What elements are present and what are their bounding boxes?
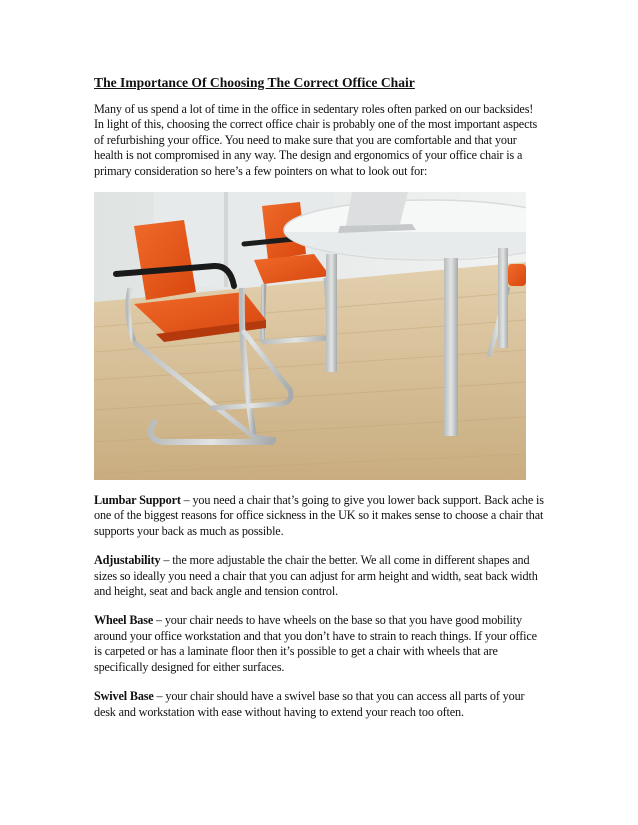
section-adjustability bbox=[94, 553, 544, 599]
section-text: – your chair should have a swivel base so that you can access all parts of your desk and workstation with ease without having to extend your reach too often. bbox=[94, 689, 525, 719]
section-lumbar-support bbox=[94, 493, 544, 539]
section-term: Adjustability bbox=[94, 553, 161, 568]
section-text: – the more adjustable the chair the better. We all come in different shapes and sizes so ideally you need a chair that you can adjust for arm height and width, seat back width and height, seat and back angle and tension control. bbox=[94, 553, 538, 599]
section-term: Wheel Base bbox=[94, 613, 154, 628]
intro-paragraph: Many of us spend a lot of time in the office in sedentary roles often parked on our backsides! In light of this, choosing the correct office chair is probably one of the most important aspects of refurbishing your office. You need to make sure that you are comfortable and that your health is not compromised in any way. The design and ergonomics of your office chair is a primary consideration so here’s a few pointers on what to look out for: bbox=[94, 102, 538, 178]
section-wheel-base bbox=[94, 613, 544, 675]
office-chairs-photo bbox=[94, 192, 526, 480]
section-text: – you need a chair that’s going to give you lower back support. Back ache is one of the biggest reasons for office sickness in the UK so it makes sense to choose a chair that supports your back as much as possible. bbox=[94, 493, 544, 538]
document-title: The Importance Of Choosing The Correct Office Chair bbox=[94, 75, 415, 90]
section-text: – your chair needs to have wheels on the base so that you have good mobility around your office workstation and that you don’t have to strain to reach things. If your office is carpeted or has a laminate floor then it’s possible to get a chair with wheels that are specifically designed for either surfaces. bbox=[94, 613, 537, 674]
section-term: Swivel Base bbox=[94, 689, 154, 704]
section-swivel-base bbox=[94, 689, 544, 720]
document-page bbox=[94, 74, 544, 734]
section-term: Lumbar Support bbox=[94, 493, 181, 508]
